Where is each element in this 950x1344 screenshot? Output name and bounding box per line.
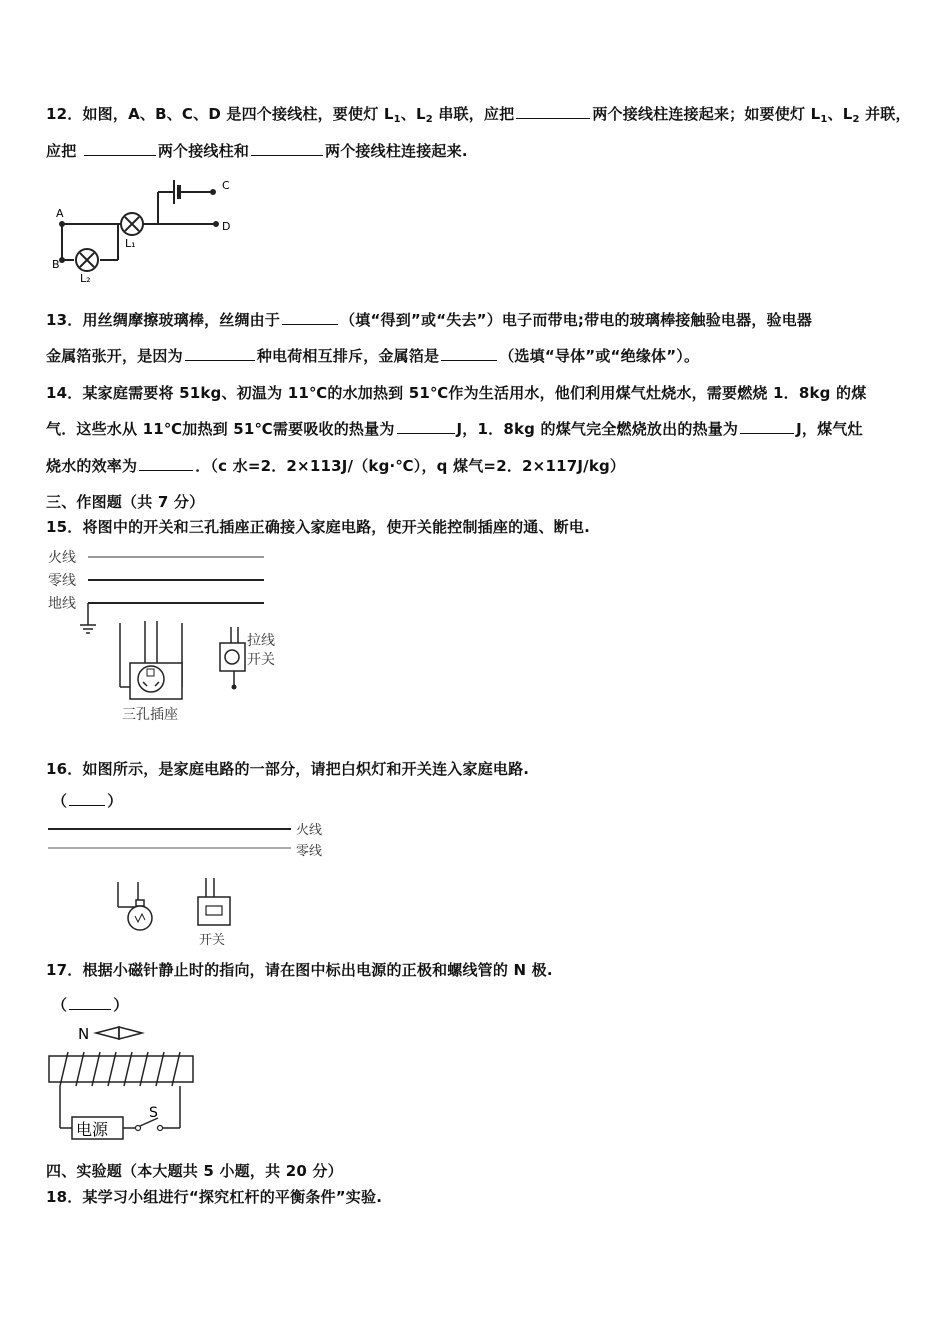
solenoid	[49, 1056, 193, 1082]
switch-pivot	[136, 1126, 141, 1131]
section-4-heading: 四、实验题（本大题共 5 小题，共 20 分）	[46, 1162, 343, 1180]
terminal-b	[59, 257, 65, 263]
label-power: 电源	[76, 1120, 109, 1139]
answer-blank[interactable]	[516, 104, 590, 119]
q12-text: 、L	[400, 105, 426, 123]
label-live-wire: 火线	[48, 550, 76, 566]
pull-cord-switch	[220, 643, 245, 671]
paren-open: （	[52, 996, 68, 1014]
q16-figure	[46, 818, 336, 953]
q12-text: 12．如图，A、B、C、D 是四个接线柱，要使灯 L	[46, 105, 394, 123]
label-neutral-wire: 零线	[296, 844, 323, 859]
q14-text: 气．这些水从 11℃加热到 51℃需要吸收的热量为	[46, 420, 395, 438]
lamp-l2	[76, 249, 98, 271]
paren-close: ）	[113, 996, 129, 1014]
terminal-c	[210, 189, 216, 195]
answer-blank[interactable]	[251, 141, 323, 156]
subscript: 1	[820, 114, 828, 125]
q16-answer-paren	[52, 790, 122, 811]
q13-text: 13．用丝绸摩擦玻璃棒，丝绸由于	[46, 311, 281, 329]
q12-text: 并联，	[859, 105, 911, 123]
subscript: 2	[425, 114, 433, 125]
q14-line1: 14．某家庭需要将 51kg、初温为 11℃的水加热到 51℃作为生活用水，他们利用煤气灶烧水，需要燃烧 1．8kg 的煤	[46, 384, 867, 402]
q17-figure	[46, 1022, 206, 1147]
q16-text: 16．如图所示，是家庭电路的一部分，请把白炽灯和开关连入家庭电路.	[46, 760, 530, 778]
q14-text: ．（c 水=2．2×113J/（kg·℃），q 煤气=2．2×117J/kg）	[195, 457, 626, 475]
incandescent-lamp	[128, 900, 152, 930]
label-a: A	[56, 207, 64, 220]
q14-text: 烧水的效率为	[46, 457, 138, 475]
answer-blank[interactable]	[397, 419, 455, 434]
q15-figure	[46, 545, 286, 730]
paren-open: （	[52, 792, 68, 810]
paren-close: ）	[107, 792, 123, 810]
q14-text: J，1．8kg 的煤气完全燃烧放出的热量为	[456, 420, 739, 438]
subscript: 2	[852, 114, 860, 125]
label-switch-s: S	[149, 1105, 158, 1121]
answer-blank[interactable]	[282, 310, 338, 325]
q13-text: （选填“导体”或“绝缘体”）。	[499, 347, 700, 365]
q17-text: 17．根据小磁针静止时的指向，请在图中标出电源的正极和螺线管的 N 极.	[46, 961, 553, 979]
q12-text: 两个接线柱连接起来.	[325, 142, 468, 160]
label-switch: 开关	[199, 933, 226, 948]
section-3-heading: 三、作图题（共 7 分）	[46, 493, 205, 511]
label-socket: 三孔插座	[122, 707, 178, 723]
label-neutral-wire: 零线	[48, 573, 76, 589]
label-ground-wire: 地线	[48, 596, 76, 612]
q12-line1	[46, 103, 911, 125]
answer-blank[interactable]	[740, 419, 794, 434]
q13-text: 金属箔张开，是因为	[46, 347, 183, 365]
label-live-wire: 火线	[296, 823, 323, 838]
q13-text: （填“得到”或“失去”）电子而带电;带电的玻璃棒接触验电器，验电器	[340, 311, 813, 329]
label-n-pole: N	[78, 1025, 90, 1043]
label-switch-line2: 开关	[247, 652, 275, 668]
label-l2: L₂	[80, 272, 91, 285]
label-l1: L₁	[125, 237, 136, 250]
q14-line3	[46, 455, 625, 476]
q14-text: J，煤气灶	[796, 420, 863, 438]
q12-text: 、L	[827, 105, 853, 123]
lamp-l1	[121, 213, 143, 235]
q18-text: 18．某学习小组进行“探究杠杆的平衡条件”实验.	[46, 1188, 383, 1206]
label-c: C	[222, 179, 230, 192]
label-switch-line1: 拉线	[247, 633, 275, 649]
answer-blank[interactable]	[84, 141, 156, 156]
three-hole-socket	[130, 663, 182, 699]
q12-text: 两个接线柱连接起来；如要使灯 L	[592, 105, 821, 123]
answer-blank[interactable]	[441, 346, 497, 361]
q12-circuit-figure	[48, 175, 248, 290]
q12-text: 串联，应把	[432, 105, 515, 123]
q12-line2	[46, 140, 468, 161]
answer-blank[interactable]	[69, 995, 111, 1010]
q13-line2	[46, 345, 699, 366]
q13-text: 种电荷相互排斥，金属箔是	[256, 347, 440, 365]
q12-text: 应把	[46, 142, 82, 160]
answer-blank[interactable]	[185, 346, 255, 361]
terminal-a	[59, 221, 65, 227]
q15-text: 15．将图中的开关和三孔插座正确接入家庭电路，使开关能控制插座的通、断电.	[46, 518, 590, 536]
answer-blank[interactable]	[69, 791, 105, 806]
q14-line2	[46, 418, 863, 439]
wall-switch	[198, 897, 230, 925]
switch-terminal	[232, 685, 237, 690]
q17-answer-paren	[52, 994, 128, 1015]
label-b: B	[52, 258, 60, 271]
answer-blank[interactable]	[139, 456, 193, 471]
terminal-d	[213, 221, 219, 227]
q12-text: 两个接线柱和	[157, 142, 250, 160]
compass-needle	[96, 1027, 142, 1039]
label-d: D	[222, 220, 231, 233]
q13-line1	[46, 309, 812, 330]
subscript: 1	[393, 114, 401, 125]
switch-contact	[158, 1126, 163, 1131]
